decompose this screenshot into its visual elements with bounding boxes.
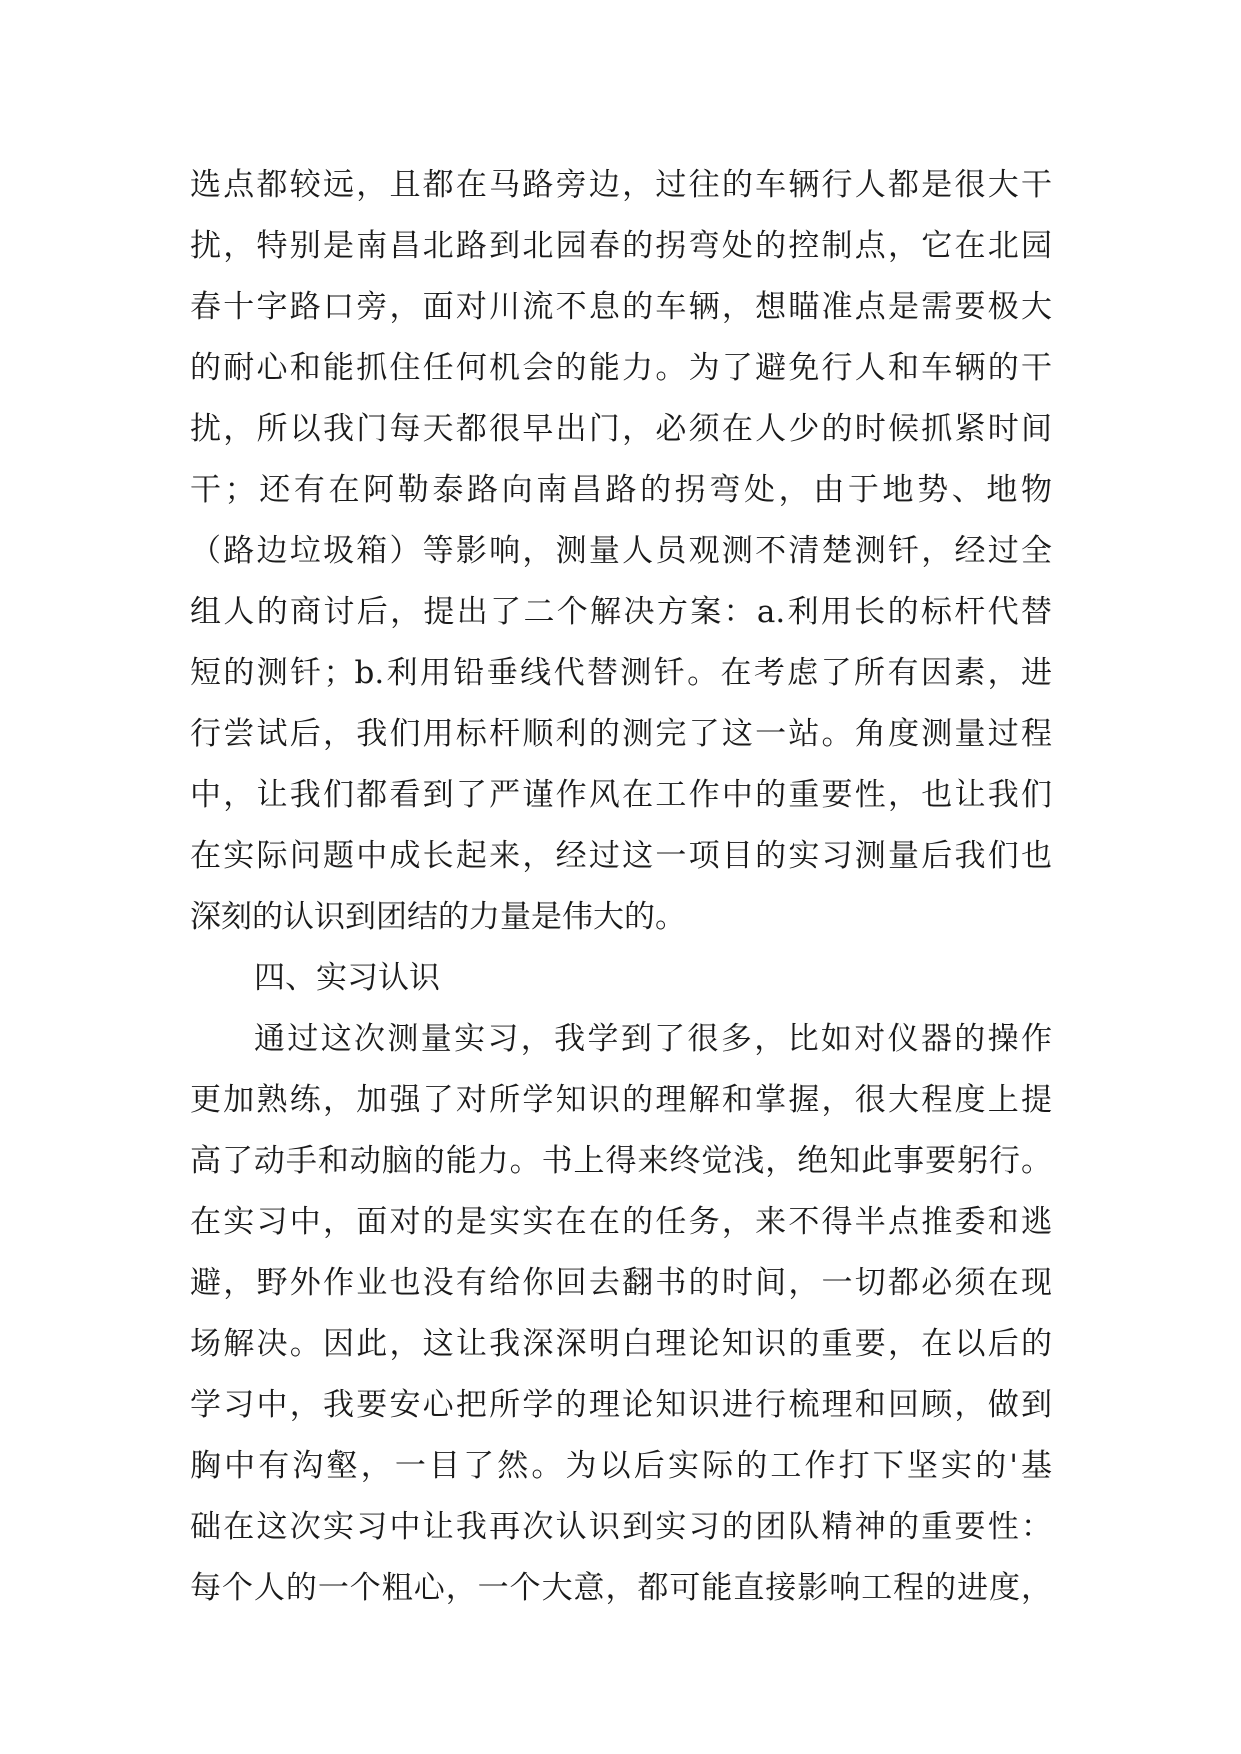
text-line: 的耐心和能抓住任何机会的能力。为了避免行人和车辆的干 [190, 350, 1052, 386]
text-line: 每个人的一个粗心，一个大意，都可能直接影响工程的进度， [190, 1570, 1052, 1606]
section-heading: 四、实习认识 [254, 960, 440, 996]
text-line: 础在这次实习中让我再次认识到实习的团队精神的重要性： [190, 1509, 1052, 1545]
text-line: 学习中，我要安心把所学的理论知识进行梳理和回顾，做到 [190, 1387, 1052, 1423]
text-line: 在实习中，面对的是实实在在的任务，来不得半点推委和逃 [190, 1204, 1052, 1240]
document-body [190, 155, 1052, 1619]
text-line: 中，让我们都看到了严谨作风在工作中的重要性，也让我们 [190, 777, 1052, 813]
text-line: 行尝试后，我们用标杆顺利的测完了这一站。角度测量过程 [190, 716, 1052, 752]
text-line: 避，野外作业也没有给你回去翻书的时间，一切都必须在现 [190, 1265, 1052, 1301]
text-line: 通过这次测量实习，我学到了很多，比如对仪器的操作 [254, 1021, 1052, 1057]
text-line: （路边垃圾箱）等影响，测量人员观测不清楚测钎，经过全 [190, 533, 1052, 569]
text-line: 选点都较远，且都在马路旁边，过往的车辆行人都是很大干 [190, 167, 1052, 203]
text-line: 胸中有沟壑，一目了然。为以后实际的工作打下坚实的'基 [190, 1448, 1052, 1484]
text-line: 在实际问题中成长起来，经过这一项目的实习测量后我们也 [190, 838, 1052, 874]
text-line: 更加熟练，加强了对所学知识的理解和掌握，很大程度上提 [190, 1082, 1052, 1118]
text-line: 干；还有在阿勒泰路向南昌路的拐弯处，由于地势、地物 [190, 472, 1052, 508]
text-line: 高了动手和动脑的能力。书上得来终觉浅，绝知此事要躬行。 [190, 1143, 1052, 1179]
text-line: 春十字路口旁，面对川流不息的车辆，想瞄准点是需要极大 [190, 289, 1052, 325]
text-line: 场解决。因此，这让我深深明白理论知识的重要，在以后的 [190, 1326, 1052, 1362]
text-line: 组人的商讨后，提出了二个解决方案：a.利用长的标杆代替 [190, 594, 1052, 630]
text-line: 扰，所以我门每天都很早出门，必须在人少的时候抓紧时间 [190, 411, 1052, 447]
text-line: 扰，特别是南昌北路到北园春的拐弯处的控制点，它在北园 [190, 228, 1052, 264]
text-line: 短的测钎；b.利用铅垂线代替测钎。在考虑了所有因素，进 [190, 655, 1052, 691]
text-line: 深刻的认识到团结的力量是伟大的。 [190, 899, 686, 935]
